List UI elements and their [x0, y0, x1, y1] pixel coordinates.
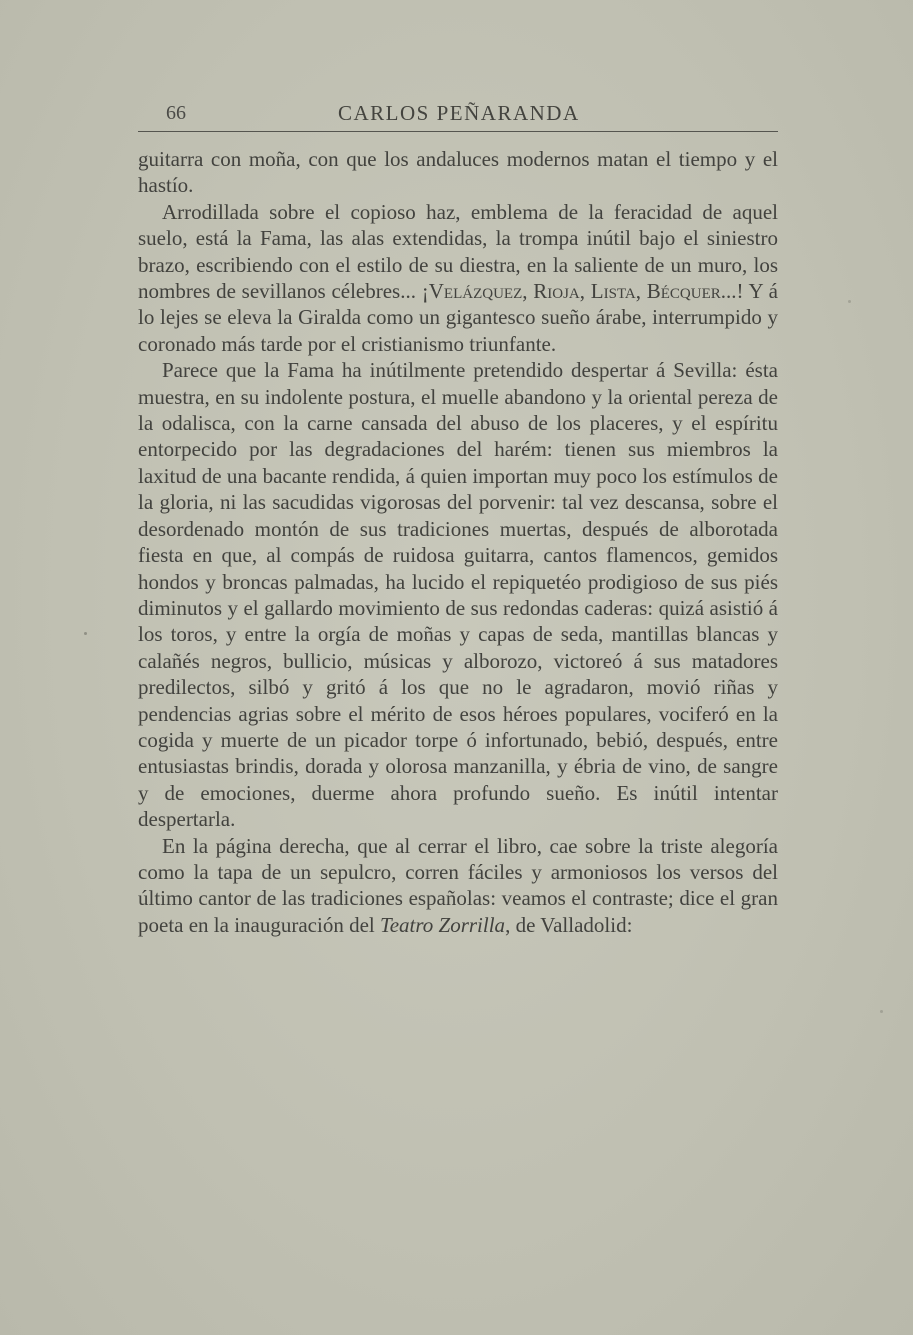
paper-speck [84, 632, 87, 635]
body-text [138, 146, 778, 938]
paragraph-1-text: guitarra con moña, con que los andaluces modernos matan el tiempo y el hastío. [138, 147, 778, 198]
paper-speck [848, 300, 851, 303]
paragraph-2-text-a: Arrodillada sobre el copioso haz, emblema de la feracidad de aquel suelo, está la Fama, las alas extendidas, la trompa inútil bajo el siniestro brazo, escribiendo con el estilo de su diestra, en la saliente de un muro, los nombres de sevillanos célebres... ¡ [138, 199, 778, 304]
paper-speck [880, 1010, 883, 1013]
paragraph-4-text-b: , de Valladolid: [505, 912, 633, 937]
paragraph-3 [138, 357, 778, 832]
paragraph-3-text: Parece que la Fama ha inútilmente pretendido despertar á Sevilla: ésta muestra, en su indolente postura, el muelle abandono y la oriental pereza de la odalisca, con la carne cansada del abuso de los placeres, y el espíritu entorpecido por las degradaciones del harém: tienen sus miembros la laxitud de una bacante rendida, á quien importan muy poco los estímulos de la gloria, ni las sacudidas vigorosas del porvenir: tal vez descansa, sobre el desordenado montón de sus tradiciones muertas, después de alborotada fiesta en que, al compás de ruidosa guitarra, cantos flamencos, gemidos hondos y broncas palmadas, ha lucido el repiquetéo prodigioso de sus piés diminutos y el gallardo movimiento de sus redondas caderas: quizá asistió á los toros, y entre la orgía de moñas y capas de seda, mantillas blancas y calañés negros, bullicio, músicas y alborozo, victoreó á sus matadores predilectos, silbó y gritó á los que no le agradaron, movió riñas y pendencias agrias sobre el mérito de esos héroes populares, vociferó en la cogida y muerte de un picador torpe ó infortunado, bebió, después, entre entusiastas brindis, dorada y olorosa manzanilla, y ébria de vino, de sangre y de emociones, duerme ahora profundo sueño. Es inútil intentar despertarla. [138, 358, 778, 832]
page-number: 66 [166, 102, 186, 124]
running-head: CARLOS PEÑARANDA [338, 101, 580, 125]
paragraph-2 [138, 199, 778, 357]
paragraph-1 [138, 146, 778, 199]
paragraph-4 [138, 833, 778, 939]
paragraph-4-text-a: En la página derecha, que al cerrar el libro, cae sobre la triste alegoría como la tapa de un sepulcro, corren fáciles y armoniosos los versos del último cantor de las tradiciones españolas: veamos el contraste; dice el gran poeta en la inauguración del [138, 833, 778, 937]
paragraph-2-names: Velázquez, Rioja, Lista, Bécquer [428, 279, 721, 304]
paragraph-4-title: Teatro Zorrilla [379, 912, 506, 937]
header-rule [138, 131, 778, 132]
paragraph-2-text-b: ...! Y á lo lejes se eleva la Giralda como un gigantesco sueño árabe, interrumpido y coronado más tarde por el cristianismo triunfante. [138, 279, 778, 356]
page-header [138, 100, 778, 130]
